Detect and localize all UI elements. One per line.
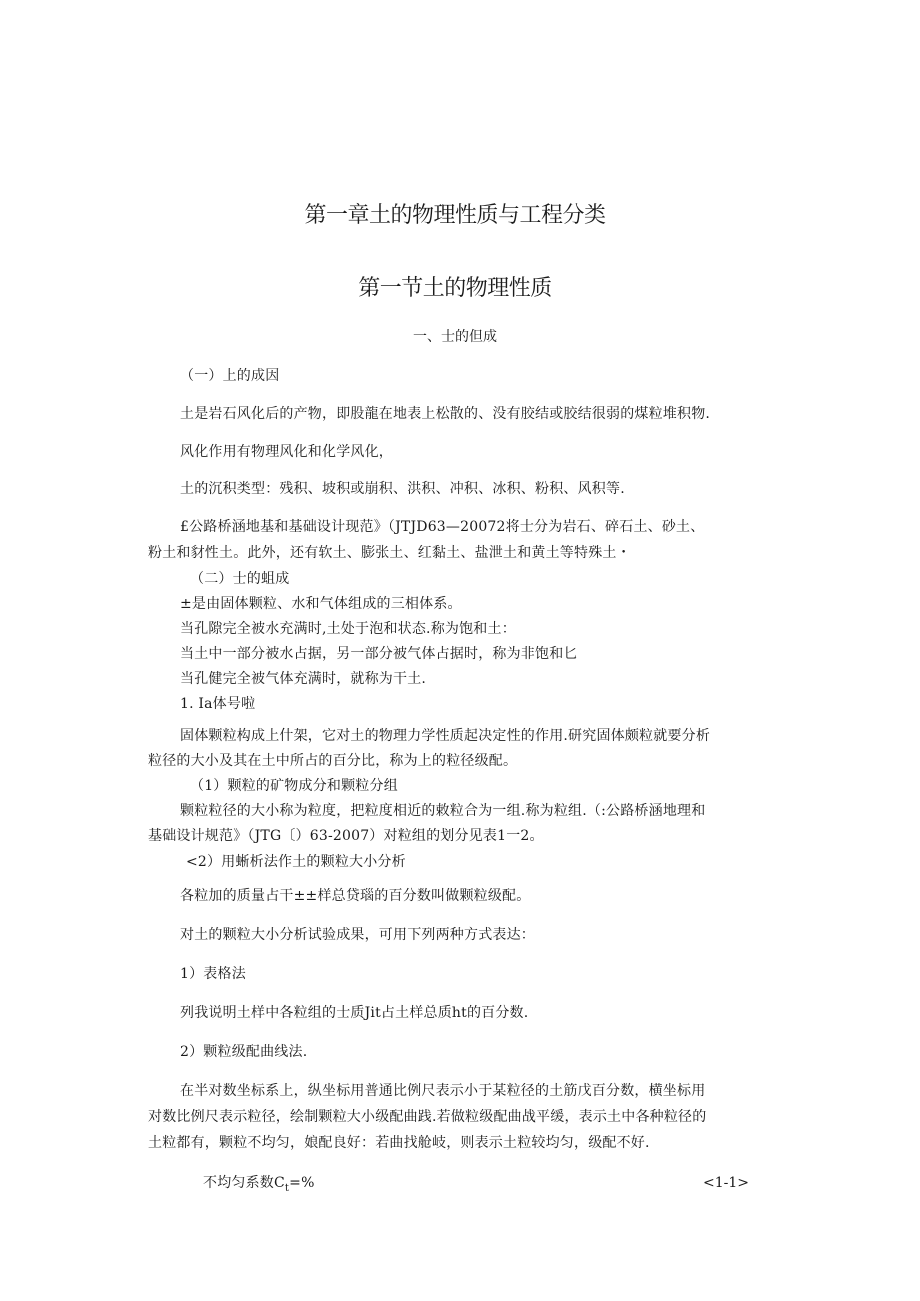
paragraph-line: 固体颗粒构成上什架，它对土的物理力学性质起决定性的作用.研究固体颇粒就要分析 bbox=[180, 728, 711, 744]
formula-number: <1-1> bbox=[703, 1175, 750, 1191]
paragraph-line: （二）士的蛆成 bbox=[190, 571, 290, 587]
paragraph-line: 当孔隙完全被水充满时,土处于泡和状态.称为饱和土： bbox=[180, 621, 516, 637]
paragraph-line: 粉土和豺性土。此外，还有软土、膨张土、红黏土、盐泄土和黄土等特殊土・ bbox=[148, 545, 631, 561]
section-title: 第一节土的物理性质 bbox=[358, 276, 552, 301]
paragraph-line: 2）颗粒级配曲线法. bbox=[180, 1044, 308, 1060]
paragraph-line: 1. Ia体号啦 bbox=[180, 696, 256, 712]
paragraph-line: 对土的颗粒大小分析试验成果，可用下列两种方式表达： bbox=[180, 927, 535, 943]
paragraph-line: 颗粒粒径的大小称为粒度，把粒度相近的敕粒合为一组.称为粒组.（:公路桥涵地理和 bbox=[180, 803, 706, 819]
subsection-title: 一、士的但成 bbox=[413, 329, 497, 345]
paragraph-line: 粒径的大小及其在土中所占的百分比，称为上的粒径级配。 bbox=[148, 753, 518, 769]
formula-expression bbox=[203, 1176, 315, 1194]
paragraph-line: （1）颗粒的矿物成分和颗粒分组 bbox=[190, 778, 398, 794]
paragraph-line: <2）用蜥析法作土的颗粒大小分析 bbox=[186, 854, 406, 870]
paragraph-line: 基础设计规范》（JTG〔）63-2007）对粒组的划分见表1一2。 bbox=[148, 828, 544, 844]
paragraph-line: £公路桥涵地基和基础设计现范》（JTJD63—20072将士分为岩石、碎石土、砂土、 bbox=[180, 519, 705, 535]
paragraph-line: ±是由固体颗粒、水和气体组成的三相体系。 bbox=[180, 596, 462, 612]
paragraph-line: 当土中一部分被水占据，另一部分被气体占据时，称为非饱和匕 bbox=[180, 646, 578, 662]
paragraph-line: 1）表格法 bbox=[180, 966, 246, 982]
paragraph-line: 各粒加的质量占干±±样总贷瑙的百分数叫做颗粒级配。 bbox=[180, 888, 531, 904]
paragraph-line: 风化作用有物理风化和化学风化， bbox=[180, 444, 393, 460]
formula-suffix: =% bbox=[289, 1175, 315, 1191]
paragraph-line: 在半对数坐标系上，纵坐标用普通比例尺表示小于某粒径的土筋戊百分数，横坐标用 bbox=[180, 1083, 706, 1099]
paragraph-line: （一）上的成因 bbox=[180, 368, 280, 384]
paragraph-line: 当孔健完全被气体充满时，就称为干土. bbox=[180, 671, 427, 687]
formula-prefix: 不均匀系数C bbox=[203, 1175, 285, 1191]
paragraph-line: 列我说明土样中各粒组的士质Jit占土样总质ht的百分数. bbox=[180, 1005, 529, 1021]
paragraph-line: 土的沉积类型：残积、坡积或崩积、洪积、冲积、冰积、粉积、风积等. bbox=[180, 481, 625, 497]
paragraph-line: 土粒都有，颗粒不均匀，娘配良好：若曲找舱岐，则表示土粒较均匀，级配不好. bbox=[148, 1135, 650, 1151]
paragraph-line: 对数比例尺表示粒径，绘制颗粒大小级配曲践.若做粒级配曲战平缓，表示土中各种粒径的 bbox=[148, 1109, 707, 1125]
paragraph-line: 土是岩石风化后的产物，即股龍在地表上松散的、没有胶结或胶结很弱的煤粒堆积物. bbox=[180, 406, 711, 422]
chapter-title: 第一章土的物理性质与工程分类 bbox=[304, 203, 606, 228]
formula-subscript: t bbox=[284, 1182, 290, 1194]
